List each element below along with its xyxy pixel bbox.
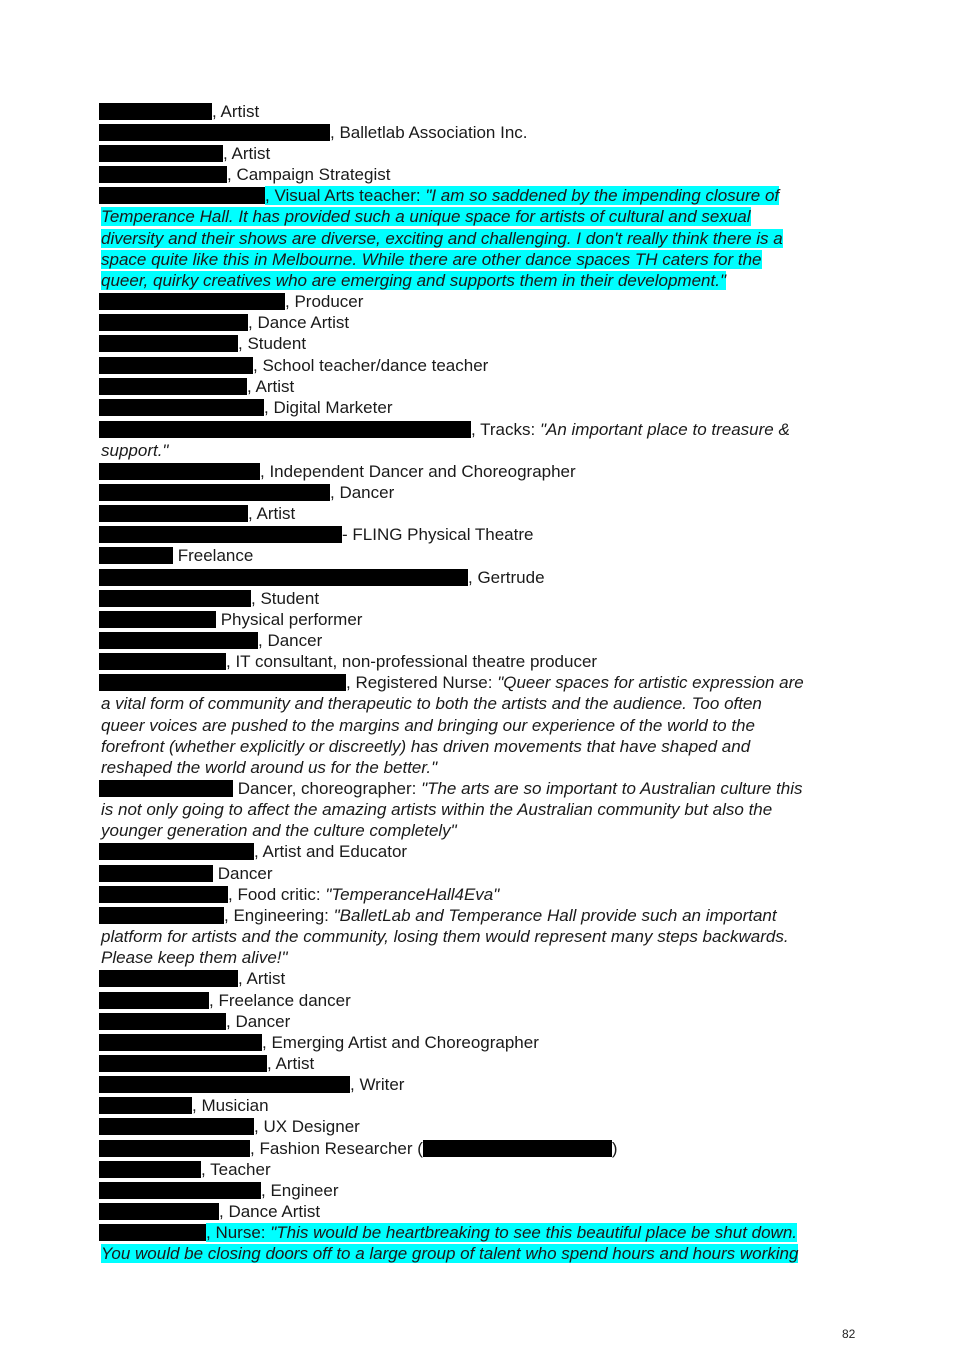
entry-role: , Independent Dancer and Choreographer xyxy=(260,462,576,481)
entry-row xyxy=(99,291,363,312)
entry-row xyxy=(99,1011,290,1032)
entry-role: , Freelance dancer xyxy=(209,991,351,1010)
entry-role: Freelance xyxy=(173,546,254,565)
entry-quote: "Queer spaces for artistic expression are xyxy=(497,673,804,692)
redaction-bar xyxy=(99,590,251,607)
entry-role: , Dancer xyxy=(226,1012,291,1031)
entry-role: , Food critic: xyxy=(228,885,326,904)
entry-row xyxy=(99,1116,360,1137)
entry-role: , IT consultant, non-professional theatre producer xyxy=(226,652,598,671)
entry-row xyxy=(99,545,253,566)
redaction-bar xyxy=(99,1118,254,1135)
entry-row xyxy=(99,609,362,630)
entry-row xyxy=(99,1180,339,1201)
entry-role: Dancer xyxy=(213,864,273,883)
quote-line: a vital form of community and therapeutic to both the artists and the audience. Too often xyxy=(101,694,762,713)
redaction-bar xyxy=(99,992,209,1009)
entry-role: , Engineer xyxy=(261,1181,339,1200)
entry-role: , Artist xyxy=(223,144,271,163)
redaction-bar xyxy=(99,103,212,120)
entry-role: , School teacher/dance teacher xyxy=(253,356,489,375)
entry-role: , Teacher xyxy=(201,1160,271,1179)
redaction-bar xyxy=(99,843,254,860)
entry-row xyxy=(99,419,790,440)
entry-row xyxy=(99,567,545,588)
entry-row xyxy=(99,1222,797,1243)
redaction-bar xyxy=(99,484,330,501)
redaction-bar xyxy=(99,907,224,924)
entry-role: , Producer xyxy=(285,292,364,311)
entry-row xyxy=(99,1095,269,1116)
entry-role: , Writer xyxy=(350,1075,405,1094)
entry-row xyxy=(99,101,259,122)
redaction-bar xyxy=(99,378,247,395)
entry-row xyxy=(99,651,597,672)
entry-role: , Registered Nurse: xyxy=(346,673,498,692)
redaction-bar xyxy=(99,166,227,183)
quote-line: reshaped the world around us for the better." xyxy=(101,758,438,777)
entry-role: , Musician xyxy=(192,1096,269,1115)
redaction-bar xyxy=(99,653,226,670)
entry-role: , Student xyxy=(251,589,320,608)
entry-quote: "I am so saddened by the impending closure of xyxy=(425,186,780,205)
entry-quote: "This would be heartbreaking to see this beautiful place be shut down. xyxy=(270,1223,798,1242)
entry-row xyxy=(99,1074,404,1095)
redaction-bar xyxy=(99,124,330,141)
redaction-bar xyxy=(99,1055,267,1072)
entry-row xyxy=(99,1053,314,1074)
entry-role: , Nurse: xyxy=(206,1223,271,1242)
entry-row xyxy=(99,778,803,799)
entry-role: , Artist xyxy=(212,102,260,121)
redaction-bar xyxy=(99,145,223,162)
entry-role: - FLING Physical Theatre xyxy=(342,525,534,544)
entry-role: , Dance Artist xyxy=(219,1202,321,1221)
quote-line: queer voices are pushed to the margins and bringing our experience of the world to the xyxy=(101,716,755,735)
entry-role: , UX Designer xyxy=(254,1117,360,1136)
redaction-bar xyxy=(99,547,173,564)
redaction-bar xyxy=(99,886,228,903)
entry-role: , Dance Artist xyxy=(248,313,350,332)
entry-role: , Artist xyxy=(247,377,295,396)
quote-line: support." xyxy=(101,441,169,460)
redaction-bar xyxy=(99,399,264,416)
redaction-bar xyxy=(99,293,285,310)
entry-row xyxy=(99,588,319,609)
entry-row xyxy=(99,185,779,206)
entry-row xyxy=(99,1201,320,1222)
entry-role: , Artist xyxy=(238,969,286,988)
redaction-bar xyxy=(99,1182,261,1199)
entry-role: , Artist xyxy=(267,1054,315,1073)
redaction-bar xyxy=(99,632,258,649)
redaction-bar xyxy=(99,526,342,543)
entry-row xyxy=(99,990,351,1011)
entry-role: , Visual Arts teacher: xyxy=(265,186,426,205)
redaction-bar xyxy=(99,1034,262,1051)
entry-quote: "The arts are so important to Australian culture this xyxy=(421,779,803,798)
entry-role: , Fashion Researcher ( xyxy=(250,1139,423,1158)
redaction-bar xyxy=(99,314,248,331)
entry-row xyxy=(99,482,394,503)
entry-row xyxy=(99,884,499,905)
entry-row xyxy=(99,503,295,524)
redaction-bar xyxy=(99,970,238,987)
entry-row xyxy=(99,122,528,143)
entry-row xyxy=(99,863,273,884)
entry-row xyxy=(99,376,294,397)
redaction-bar xyxy=(99,674,346,691)
entry-row xyxy=(99,905,777,926)
redaction-bar xyxy=(99,569,468,586)
entry-row xyxy=(99,461,576,482)
redaction-bar xyxy=(99,357,253,374)
entry-row: , Fashion Researcher ( ) xyxy=(99,1138,618,1159)
quote-line: forefront (whether explicitly or discreetly) has driven movements that have shaped and xyxy=(101,737,751,756)
entry-row xyxy=(99,630,322,651)
entry-row xyxy=(99,333,306,354)
entry-row xyxy=(99,841,407,862)
entry-role: , Dancer xyxy=(330,483,395,502)
quote-line: diversity and their shows are diverse, exciting and challenging. I don't really think there is a xyxy=(101,229,783,248)
redaction-bar xyxy=(99,865,213,882)
entry-role: , Digital Marketer xyxy=(264,398,393,417)
redaction-bar xyxy=(99,611,216,628)
entry-row xyxy=(99,1032,539,1053)
entry-row xyxy=(99,524,533,545)
redaction-bar xyxy=(99,421,471,438)
redaction-bar xyxy=(423,1140,612,1157)
entry-row xyxy=(99,143,270,164)
entry-role: , Campaign Strategist xyxy=(227,165,391,184)
entry-role: , Artist xyxy=(248,504,296,523)
redaction-bar xyxy=(99,1097,192,1114)
entry-quote: "An important place to treasure & xyxy=(539,420,790,439)
entry-row xyxy=(99,968,285,989)
quote-line: younger generation and the culture completely" xyxy=(101,821,457,840)
quote-line: Temperance Hall. It has provided such a unique space for artists of cultural and sexual xyxy=(101,207,751,226)
entry-row xyxy=(99,312,349,333)
entry-row xyxy=(99,1159,271,1180)
entry-role: , Tracks: xyxy=(471,420,540,439)
entry-role: , Student xyxy=(238,334,307,353)
entry-role: Physical performer xyxy=(216,610,363,629)
entry-role: , Artist and Educator xyxy=(254,842,408,861)
redaction-bar xyxy=(99,1076,350,1093)
entry-row xyxy=(99,355,488,376)
redaction-bar xyxy=(99,335,238,352)
redaction-bar xyxy=(99,1203,219,1220)
redaction-bar xyxy=(99,1140,250,1157)
redaction-bar xyxy=(99,463,260,480)
entry-quote: "TemperanceHall4Eva" xyxy=(325,885,500,904)
quote-line: You would be closing doors off to a large group of talent who spend hours and hours working xyxy=(101,1244,799,1263)
redaction-bar xyxy=(99,1161,201,1178)
entry-row xyxy=(99,397,392,418)
quote-line: is not only going to affect the amazing artists within the Australian community but also the xyxy=(101,800,773,819)
page-number: 82 xyxy=(842,1327,856,1341)
entry-role: , Balletlab Association Inc. xyxy=(330,123,528,142)
redaction-bar xyxy=(99,187,265,204)
redaction-bar xyxy=(99,1013,226,1030)
entry-role: , Engineering: xyxy=(224,906,334,925)
entry-role: , Emerging Artist and Choreographer xyxy=(262,1033,539,1052)
redaction-bar xyxy=(99,1224,206,1241)
redaction-bar xyxy=(99,780,233,797)
redaction-bar xyxy=(99,505,248,522)
entry-quote: "BalletLab and Temperance Hall provide such an important xyxy=(333,906,777,925)
quote-line: Please keep them alive!" xyxy=(101,948,288,967)
quote-line: platform for artists and the community, losing them would represent many steps backwards. xyxy=(101,927,789,946)
quote-line: space quite like this in Melbourne. While there are other dance spaces TH caters for the xyxy=(101,250,762,269)
entry-row xyxy=(99,672,804,693)
entry-row xyxy=(99,164,390,185)
entry-role: , Dancer xyxy=(258,631,323,650)
entry-role: , Gertrude xyxy=(468,568,545,587)
entry-role: Dancer, choreographer: xyxy=(233,779,422,798)
quote-line: queer, quirky creatives who are emerging and supports them in their development." xyxy=(101,271,726,290)
